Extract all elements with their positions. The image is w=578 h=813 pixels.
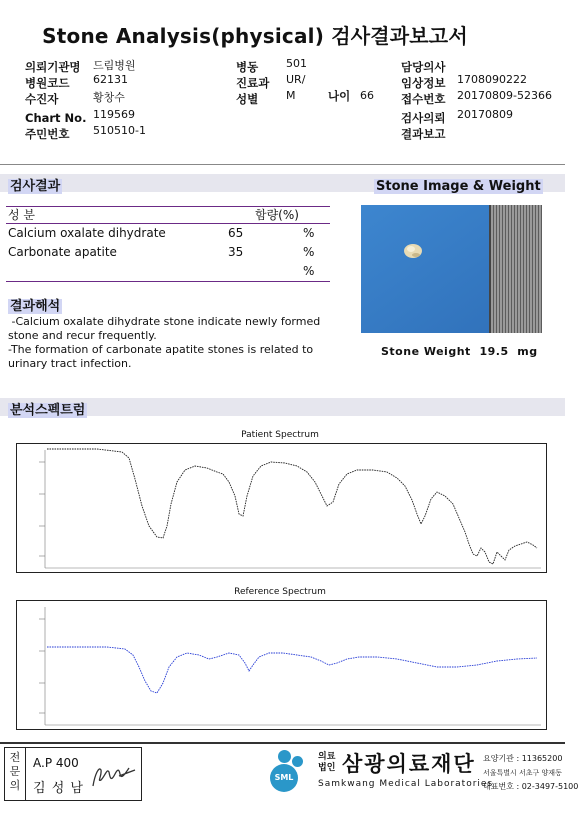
header-value: 드림병원 bbox=[93, 59, 136, 72]
org-type-line: 법인 bbox=[318, 763, 336, 773]
patient-spectrum-title: Patient Spectrum bbox=[241, 430, 319, 440]
header-row bbox=[401, 72, 565, 88]
image-section-heading bbox=[374, 175, 543, 194]
reference-spectrum-plot bbox=[16, 600, 547, 730]
header-row bbox=[25, 72, 225, 88]
handwritten-signature bbox=[89, 760, 137, 790]
header-label: 성별 bbox=[236, 92, 259, 106]
header-label: 수진자 bbox=[25, 92, 59, 106]
component-name: Carbonate apatite bbox=[8, 245, 117, 259]
header-value: 20170809-52366 bbox=[457, 89, 552, 102]
header-label: 결과보고 bbox=[401, 127, 446, 141]
image-section-title: Stone Image & Weight bbox=[376, 179, 541, 194]
org-info bbox=[483, 752, 578, 794]
header-divider bbox=[0, 164, 565, 165]
percent-unit: % bbox=[303, 264, 315, 278]
org-type-line: 의료 bbox=[318, 752, 336, 762]
header-value: 119569 bbox=[93, 108, 135, 121]
stone-photo bbox=[361, 205, 542, 333]
header-row bbox=[236, 72, 396, 88]
org-info-line: 서울특별시 서초구 양재동 bbox=[483, 769, 562, 777]
results-section-title: 검사결과 bbox=[10, 179, 61, 194]
header-col1 bbox=[25, 56, 225, 139]
header-value: 510510-1 bbox=[93, 124, 146, 137]
percent-unit: % bbox=[303, 226, 315, 240]
header-value: 황창수 bbox=[93, 91, 125, 104]
header-row bbox=[25, 123, 225, 139]
header-value: UR/ bbox=[286, 73, 306, 86]
component-name: Calcium oxalate dihydrate bbox=[8, 226, 166, 240]
patient-spectrum-plot bbox=[16, 443, 547, 573]
header-row bbox=[401, 88, 565, 107]
signature-box-divider bbox=[25, 748, 26, 800]
header-label: 검사의뢰 bbox=[401, 111, 446, 125]
interpretation-title: 결과해석 bbox=[10, 299, 61, 314]
interpretation-line: -The formation of carbonate apatite stones is related to bbox=[8, 343, 314, 356]
report-title: Stone Analysis(physical) 검사결과보고서 bbox=[42, 24, 468, 48]
specialist-label: 전문의 bbox=[9, 751, 21, 792]
reference-spectrum-title: Reference Spectrum bbox=[234, 587, 326, 597]
header-value: 62131 bbox=[93, 73, 128, 86]
header-label: 의뢰기관명 bbox=[25, 60, 81, 74]
spectrum-section-title: 분석스펙트럼 bbox=[10, 403, 86, 418]
interpretation-text bbox=[8, 315, 348, 371]
header-col2 bbox=[236, 56, 396, 104]
interpretation-heading bbox=[8, 295, 62, 314]
percent-unit: % bbox=[303, 245, 315, 259]
header-row bbox=[25, 56, 225, 72]
header-label: 임상정보 bbox=[401, 76, 446, 90]
header-value: 20170809 bbox=[457, 108, 513, 121]
results-section-heading bbox=[8, 175, 62, 194]
component-column-header: 성 분 bbox=[8, 208, 35, 222]
header-row bbox=[401, 123, 565, 139]
header-value: M bbox=[286, 89, 296, 102]
header-label: 접수번호 bbox=[401, 92, 446, 106]
table-bottom-rule bbox=[6, 281, 330, 282]
header-row bbox=[236, 56, 396, 72]
reference-spectrum-svg bbox=[17, 601, 546, 729]
header-label: 진료과 bbox=[236, 76, 270, 90]
header-row bbox=[25, 107, 225, 123]
patient-spectrum-svg bbox=[17, 444, 546, 572]
interpretation-line: stone and recur frequently. bbox=[8, 329, 157, 342]
specialist-code: A.P 400 bbox=[33, 756, 79, 770]
header-label: Chart No. bbox=[25, 111, 87, 125]
header-label: 담당의사 bbox=[401, 60, 446, 74]
org-info-line: 대표번호 : 02-3497-5100 bbox=[483, 782, 578, 791]
header-row bbox=[236, 88, 396, 104]
org-info-line: 요양기관 : 11365200 bbox=[483, 754, 563, 763]
org-name-en: Samkwang Medical Laboratories bbox=[318, 779, 494, 789]
table-header-rule bbox=[6, 223, 330, 224]
interpretation-line: urinary tract infection. bbox=[8, 357, 132, 370]
header-label: 주민번호 bbox=[25, 127, 70, 141]
content-column-header: 함량(%) bbox=[255, 208, 299, 222]
header-row bbox=[401, 56, 565, 72]
specialist-name: 김 성 남 bbox=[33, 781, 84, 796]
header-label: 병원코드 bbox=[25, 76, 70, 90]
header-col3 bbox=[401, 56, 565, 139]
org-logo-text: SML bbox=[274, 773, 294, 782]
header-label: 병동 bbox=[236, 60, 259, 74]
org-name: 삼광의료재단 bbox=[342, 752, 476, 776]
org-logo-icon bbox=[268, 750, 314, 796]
header-value: 1708090222 bbox=[457, 73, 527, 86]
component-percent: 35 bbox=[228, 245, 244, 259]
component-percent: 65 bbox=[228, 226, 244, 240]
age-value: 66 bbox=[360, 89, 374, 102]
stone-weight: Stone Weight 19.5 mg bbox=[381, 345, 538, 358]
specialist-signature-box bbox=[4, 747, 142, 801]
footer-divider bbox=[0, 742, 565, 744]
header-row bbox=[401, 107, 565, 123]
org-type-label bbox=[318, 752, 335, 774]
spectrum-section-heading bbox=[8, 399, 87, 418]
header-row bbox=[25, 88, 225, 107]
header-value: 501 bbox=[286, 57, 307, 70]
interpretation-line: -Calcium oxalate dihydrate stone indicate newly formed bbox=[8, 315, 321, 328]
age-label: 나이 bbox=[328, 89, 351, 103]
